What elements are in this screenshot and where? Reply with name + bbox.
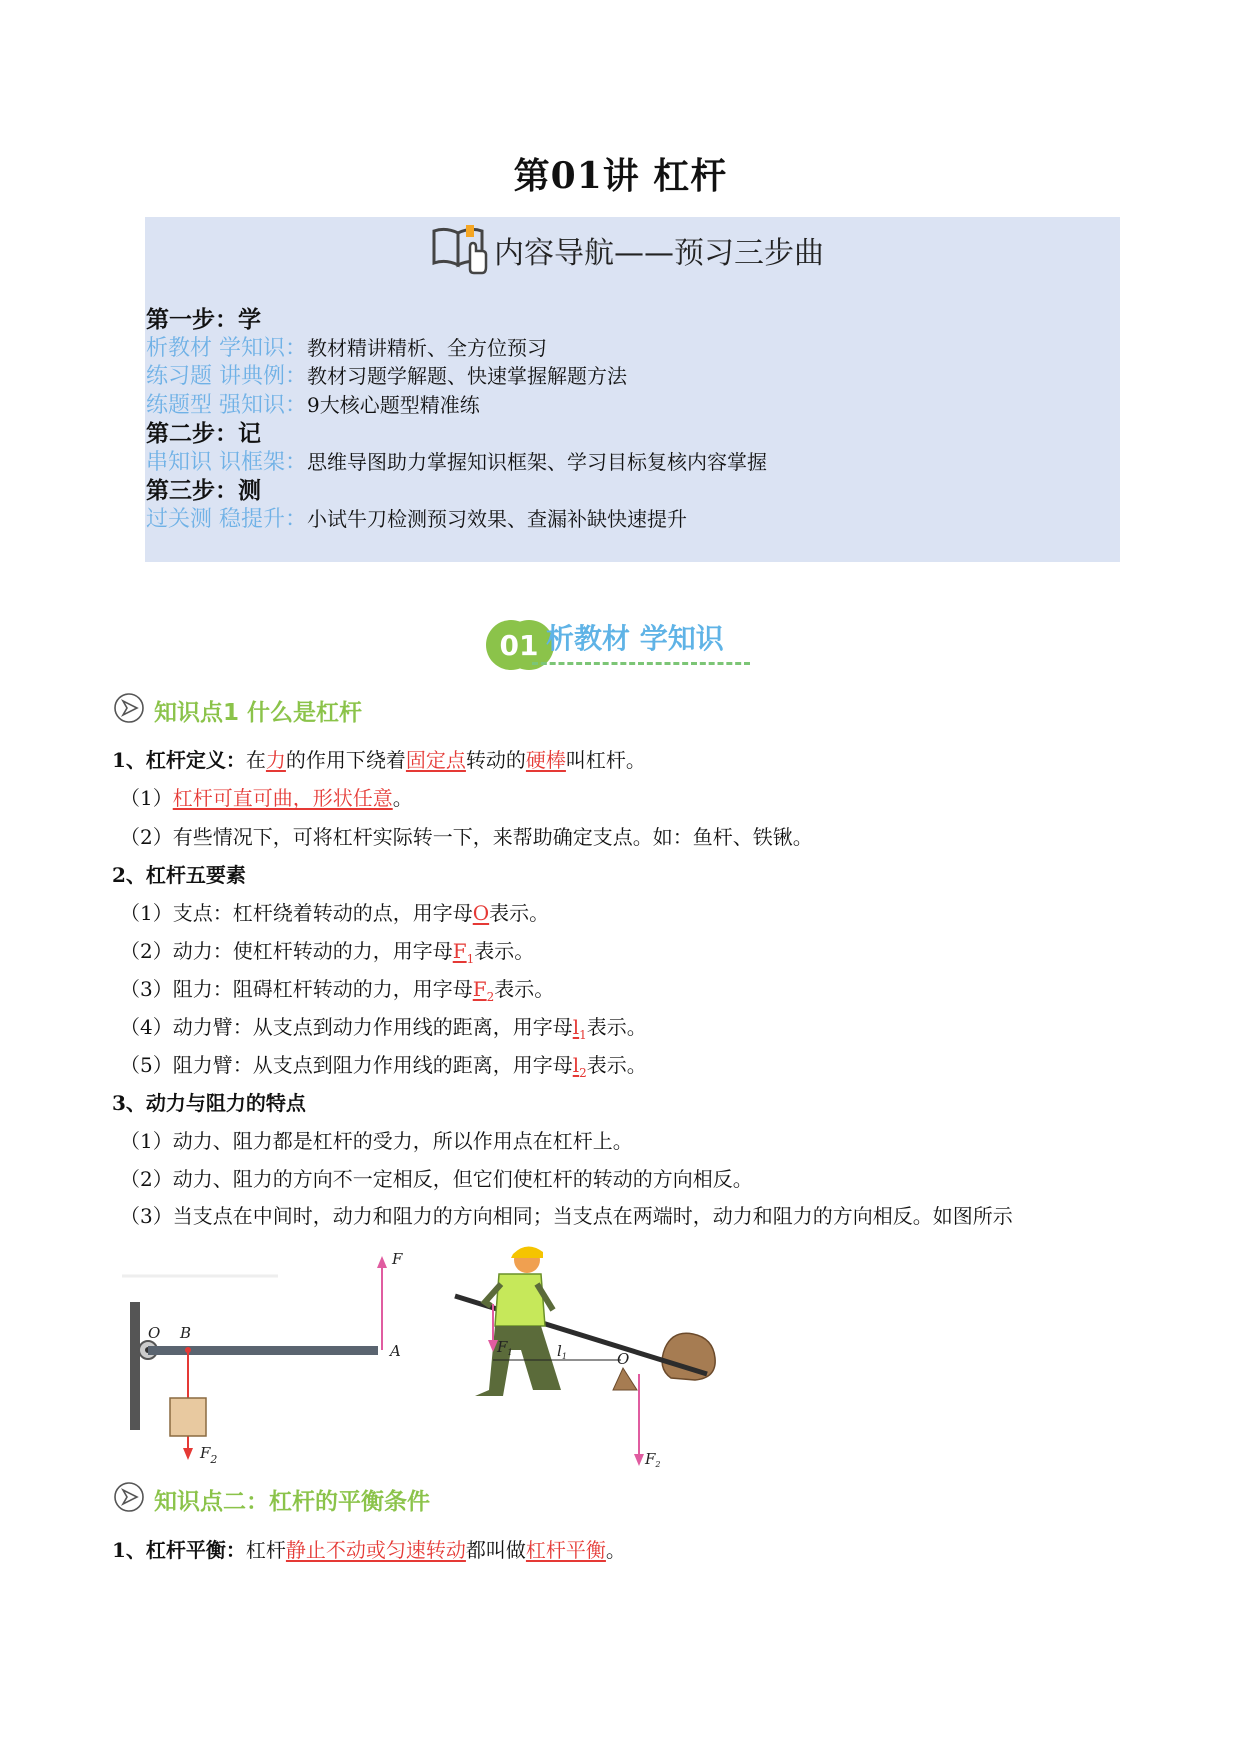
force-features-title: 3、动力与阻力的特点: [112, 1091, 306, 1115]
lever-balance-definition: [112, 1535, 626, 1565]
label-l1: $l_1$: [557, 1342, 567, 1361]
section-title: 析教材 学知识: [546, 622, 724, 655]
badge-number: 01: [499, 629, 539, 662]
lever-figure-wall: [118, 1250, 418, 1470]
text: 表示。: [494, 977, 555, 1001]
helmet: [511, 1246, 543, 1258]
definition-sub-2: （2）有些情况下，可将杠杆实际转一下，来帮助确定支点。如：鱼杆、铁锹。: [120, 825, 813, 849]
feature-row: （2）动力、阻力的方向不一定相反，但它们使杠杆的转动的方向相反。: [120, 1167, 753, 1191]
text: （3）阻力：阻碍杠杆转动的力，用字母: [120, 977, 473, 1001]
nav-item: [146, 334, 547, 363]
five-elements-title: 2、杠杆五要素: [112, 863, 246, 887]
nav-item-desc: 教材精讲精析、全方位预习: [307, 336, 547, 360]
label-f: F: [392, 1250, 403, 1268]
label-f1: $F_1$: [497, 1338, 513, 1357]
knowledge-point-2-heading: [112, 1480, 430, 1518]
answer-text: 固定点: [405, 748, 466, 772]
label-f2: $F_2$: [200, 1444, 218, 1466]
answer-text: $F_2$: [472, 977, 495, 1004]
lever-definition: [112, 745, 646, 775]
text: 表示。: [586, 1015, 647, 1039]
nav-item-key: 练题型 强知识：: [146, 393, 307, 418]
nav-item: [146, 448, 767, 477]
step-3-heading: 第三步：测: [146, 477, 261, 504]
text: 表示。: [474, 939, 535, 963]
safety-vest: [495, 1274, 545, 1326]
element-row: [120, 898, 549, 936]
definition-label: 1、杠杆定义：: [112, 748, 246, 772]
section-underline: [532, 662, 750, 665]
wall: [130, 1302, 140, 1430]
play-circle-icon: [112, 1480, 146, 1518]
nav-item-key: 过关测 稳提升：: [146, 507, 307, 532]
knowledge-point-2-title: 知识点二：杠杆的平衡条件: [154, 1488, 430, 1515]
play-circle-icon: [112, 691, 146, 729]
label-o: O: [617, 1350, 630, 1368]
book-pointer-icon: [430, 221, 488, 279]
label-f2: $F_2$: [645, 1450, 661, 1469]
nav-item-desc: 小试牛刀检测预习效果、查漏补缺快速提升: [307, 507, 687, 531]
text: （1）: [120, 786, 173, 810]
answer-text: $l_2$: [572, 1053, 587, 1080]
lever-figure-crowbar: [445, 1240, 725, 1470]
text: 。: [605, 1538, 626, 1562]
text: 叫杠杆。: [565, 748, 646, 772]
text: 都叫做: [465, 1538, 526, 1562]
text: 。: [392, 786, 413, 810]
answer-text: 静止不动或匀速转动: [285, 1538, 466, 1562]
nav-item-desc: 9大核心题型精准练: [307, 393, 480, 417]
feature-row: （1）动力、阻力都是杠杆的受力，所以作用点在杠杆上。: [120, 1129, 633, 1153]
label-b: B: [180, 1324, 192, 1342]
nav-item-key: 练习题 讲典例：: [146, 364, 307, 389]
answer-text: 硬棒: [525, 748, 566, 772]
definition-sub-1: [120, 783, 413, 813]
step-1-heading: 第一步：学: [146, 306, 261, 333]
nav-header: [430, 222, 824, 278]
page-title: 第01讲 杠杆: [513, 155, 728, 197]
label-a: A: [390, 1342, 401, 1360]
text: 转动的: [465, 748, 526, 772]
nav-item-key: 析教材 学知识：: [146, 336, 307, 361]
answer-text: $l_1$: [572, 1015, 587, 1042]
feature-row: （3）当支点在中间时，动力和阻力的方向相同；当支点在两端时，动力和阻力的方向相反。如图所示: [120, 1204, 1013, 1228]
fulcrum-stone: [613, 1368, 637, 1390]
text: （1）支点：杠杆绕着转动的点，用字母: [120, 901, 473, 925]
knowledge-point-1-heading: [112, 691, 362, 729]
nav-header-text: 内容导航——预习三步曲: [494, 236, 824, 271]
worker-legs: [475, 1326, 561, 1396]
nav-item: [146, 391, 480, 420]
nav-item-desc: 思维导图助力掌握知识框架、学习目标复核内容掌握: [307, 450, 767, 474]
text: 的作用下绕着: [285, 748, 406, 772]
nav-item: [146, 505, 687, 534]
text: 在: [245, 748, 266, 772]
text: （5）阻力臂：从支点到阻力作用线的距离，用字母: [120, 1053, 573, 1077]
lever-bar: [148, 1346, 378, 1355]
answer-text: 力: [265, 748, 286, 772]
element-row: [120, 1012, 647, 1050]
label-o: O: [148, 1324, 161, 1342]
text: 表示。: [586, 1053, 647, 1077]
answer-text: 杠杆可直可曲，形状任意: [172, 786, 393, 810]
element-row: [120, 936, 534, 974]
element-row: [120, 974, 554, 1012]
knowledge-point-1-title: 知识点1 什么是杠杆: [154, 699, 363, 726]
text: （4）动力臂：从支点到动力作用线的距离，用字母: [120, 1015, 573, 1039]
nav-item-desc: 教材习题学解题、快速掌握解题方法: [307, 364, 627, 388]
weight-block: [170, 1398, 206, 1436]
answer-text: O: [472, 901, 490, 925]
answer-text: $F_1$: [452, 939, 475, 966]
nav-item-key: 串知识 识框架：: [146, 450, 307, 475]
nav-item: [146, 362, 627, 391]
text: 杠杆: [245, 1538, 286, 1562]
step-2-heading: 第二步：记: [146, 420, 261, 447]
answer-text: 杠杆平衡: [525, 1538, 606, 1562]
text: （2）动力：使杠杆转动的力，用字母: [120, 939, 453, 963]
definition-label: 1、杠杆平衡：: [112, 1538, 246, 1562]
text: 表示。: [489, 901, 550, 925]
element-row: [120, 1050, 647, 1088]
